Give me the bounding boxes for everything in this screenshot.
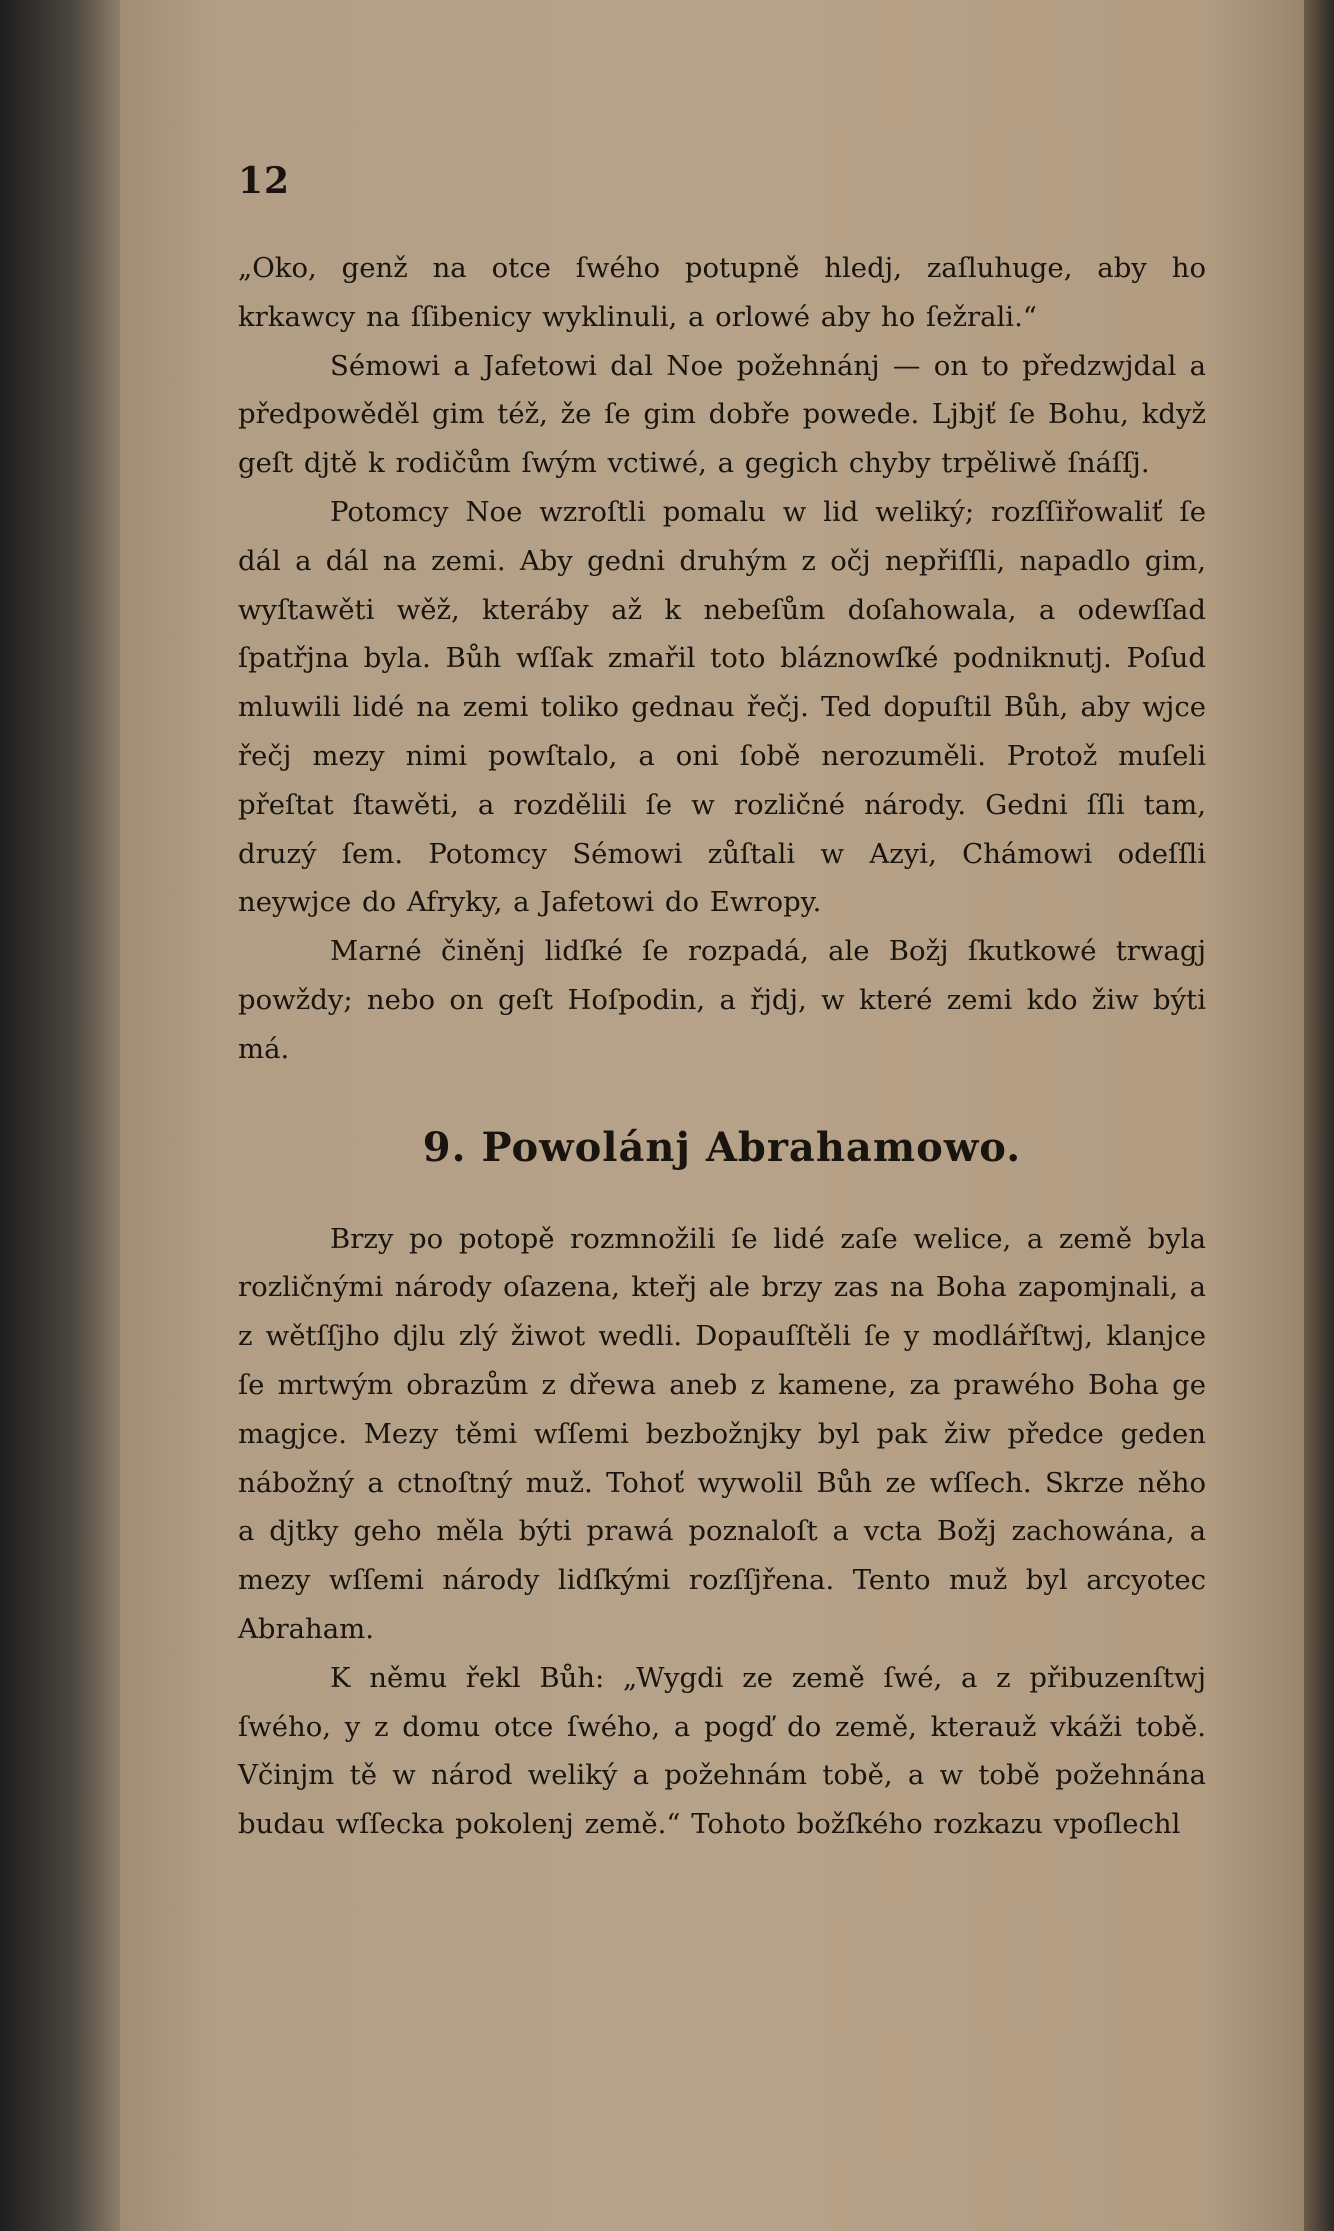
paragraph-conclusion: Marné činěnj lidſké ſe rozpadá, ale Božj ſkutkowé trwagj powždy; nebo on geſt Hoſpodin, a řjdj, w které zemi kdo žiw býti má. bbox=[238, 935, 1206, 1065]
paragraph-proverb: „Oko, genž na otce ſwého potupně hledj, zaſluhuge, aby ho krkawcy na ſſibenicy wyklinuli, a orlowé aby ho ſežrali.“ bbox=[238, 252, 1206, 333]
page-number: 12 bbox=[238, 160, 291, 202]
book-page bbox=[120, 0, 1304, 2231]
paragraph-tower: Potomcy Noe wzroſtli pomalu w lid weliký; rozſſiřowaliť ſe dál a dál na zemi. Aby gedni druhým z očj nepřiſſli, napadlo gim, wyſtawěti wěž, kteráby až k nebeſům doſahowala, a odewſſad ſpatřjna byla. Bůh wſſak zmařil toto bláznowſké podniknutj. Poſud mluwili lidé na zemi toliko gednau řečj. Ted dopuſtil Bůh, aby wjce řečj mezy nimi powſtalo, a oni ſobě nerozuměli. Protož muſeli přeſtat ſtawěti, a rozdělili ſe w rozličné národy. Gedni ſſli tam, druzý ſem. Potomcy Sémowi zůſtali w Azyi, Chámowi odeſſli neywjce do Afryky, a Jafetowi do Ewropy. bbox=[238, 495, 1206, 919]
paragraph-after-flood: Brzy po potopě rozmnožili ſe lidé zaſe welice, a země byla rozličnými národy oſazena, kteřj ale brzy zas na Boha zapomjnali, a z wětſſjho djlu zlý žiwot wedli. Dopauſſtěli ſe y modlářſtwj, klanjce ſe mrtwým obrazům z dřewa aneb z kamene, za prawého Boha ge magjce. Mezy těmi wſſemi bezbožnjky byl pak žiw předce geden nábožný a ctnoſtný muž. Tohoť wywolil Bůh ze wſſech. Skrze něho a djtky geho měla býti prawá poznaloſt a vcta Božj zachowána, a mezy wſſemi národy lidſkými rozſſjřena. Tento muž byl arcyotec Abraham. bbox=[238, 1222, 1206, 1645]
book-spine-shadow bbox=[0, 0, 120, 2231]
paragraph-gods-call: K němu řekl Bůh: „Wygdi ze země ſwé, a z přibuzenſtwj ſwého, y z domu otce ſwého, a pogď do země, kterauž vkáži tobě. Včinjm tě w národ weliký a požehnám tobě, a w tobě požehnána budau wſſecka pokolenj země.“ Tohoto božſkého rozkazu vpoſlechl bbox=[238, 1661, 1206, 1841]
chapter-heading: 9. Powolánj Abrahamowo. bbox=[422, 1123, 1022, 1171]
page-edge bbox=[1304, 0, 1334, 2231]
paragraph-blessing: Sémowi a Jafetowi dal Noe požehnánj — on to předzwjdal a předpowěděl gim též, že ſe gim dobře powede. Ljbjť ſe Bohu, když geſt djtě k rodičům ſwým vctiwé, a gegich chyby trpěliwě ſnáſſj. bbox=[238, 349, 1206, 480]
page-content bbox=[238, 160, 1206, 1849]
